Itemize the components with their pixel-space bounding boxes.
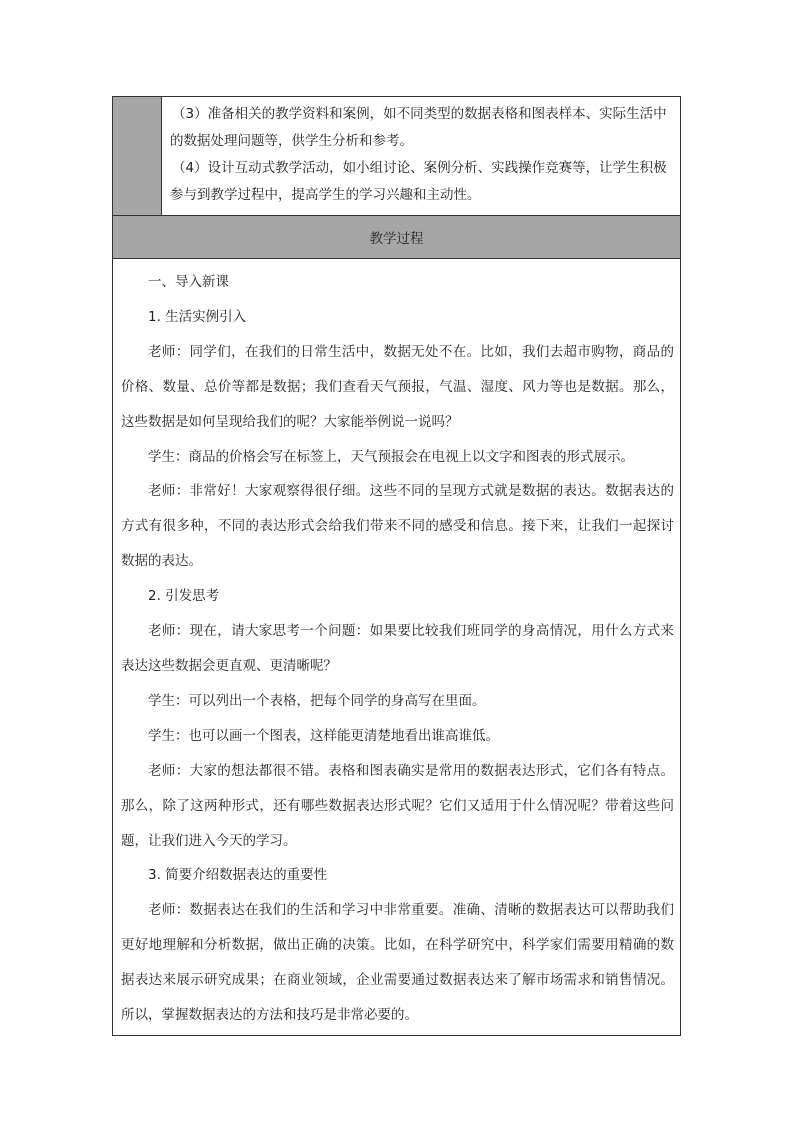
row-label-cell [113, 97, 162, 215]
heading-intro: 一、导入新课 [148, 274, 229, 290]
dialogue-paragraph: 学生：也可以画一个图表，这样能更清楚地看出谁高谁低。 [148, 727, 499, 744]
preparation-row [113, 97, 680, 216]
subheading-thinking: 2. 引发思考 [148, 588, 220, 605]
lesson-plan-table [112, 96, 681, 1036]
prep-item-4: （4）设计互动式教学活动，如小组讨论、案例分析、实践操作竞赛等，让学生积极参与到教学过程中，提高学生的学习兴趣和主动性。 [170, 160, 667, 203]
dialogue-paragraph: 老师：现在，请大家思考一个问题：如果要比较我们班同学的身高情况，用什么方式来表达这些数据会更直观、更清晰呢？ [121, 623, 674, 674]
dialogue-paragraph: 学生：商品的价格会写在标签上，天气预报会在电视上以文字和图表的形式展示。 [148, 448, 634, 465]
dialogue-paragraph: 老师：同学们，在我们的日常生活中，数据无处不在。比如，我们去超市购物，商品的价格、数量、总价等都是数据；我们查看天气预报，气温、湿度、风力等也是数据。那么，这些数据是如何呈现给我们的呢？大家能举例说一说吗？ [121, 343, 674, 430]
section-title: 教学过程 [369, 231, 424, 247]
dialogue-paragraph: 老师：非常好！大家观察得很仔细。这些不同的呈现方式就是数据的表达。数据表达的方式有很多种，不同的表达形式会给我们带来不同的感受和信息。接下来，让我们一起探讨数据的表达。 [121, 483, 674, 570]
preparation-cell [162, 97, 680, 215]
teaching-process-cell [113, 259, 680, 1035]
prep-item-3: （3）准备相关的教学资料和案例，如不同类型的数据表格和图表样本、实际生活中的数据处理问题等，供学生分析和参考。 [170, 106, 667, 149]
subheading-life-example: 1. 生活实例引入 [148, 308, 247, 325]
dialogue-paragraph: 学生：可以列出一个表格，把每个同学的身高写在里面。 [148, 692, 486, 709]
subheading-importance: 3. 简要介绍数据表达的重要性 [148, 867, 328, 884]
dialogue-paragraph: 老师：大家的想法都很不错。表格和图表确实是常用的数据表达形式，它们各有特点。那么，除了这两种形式，还有哪些数据表达形式呢？它们又适用于什么情况呢？带着这些问题，让我们进入今天的学习。 [121, 762, 674, 849]
dialogue-paragraph: 老师：数据表达在我们的生活和学习中非常重要。准确、清晰的数据表达可以帮助我们更好地理解和分析数据，做出正确的决策。比如，在科学研究中，科学家们需要用精确的数据表达来展示研究成果；在商业领域，企业需要通过数据表达来了解市场需求和销售情况。所以，掌握数据表达的方法和技巧是非常必要的。 [121, 902, 674, 1024]
section-header [113, 216, 680, 259]
